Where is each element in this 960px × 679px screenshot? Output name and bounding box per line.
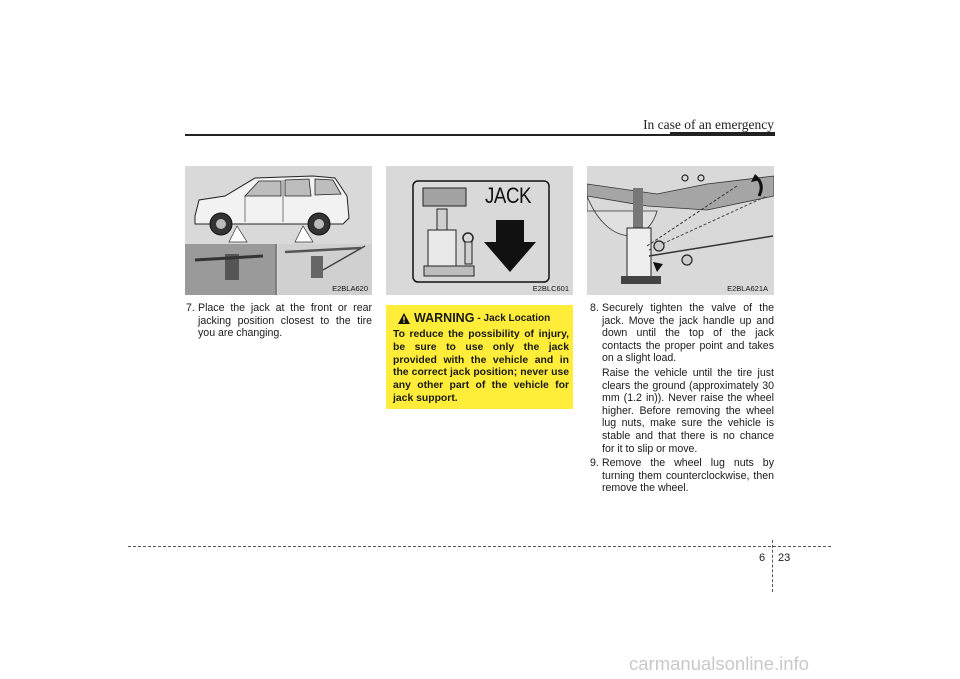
warning-body: To reduce the possibility of injury, be sure to use only the jack provided with the vehicle and in the correct jack position; never use any other part of the vehicle for jack support. <box>393 329 569 404</box>
figure-jack-points <box>185 166 372 295</box>
jack-sign-label: JACK <box>485 183 532 208</box>
left-column <box>186 302 372 340</box>
warning-triangle-icon <box>398 313 410 324</box>
header-rule-accent <box>670 132 775 136</box>
watermark: carmanualsonline.info <box>629 653 809 674</box>
step-number: 7. <box>186 302 195 314</box>
jack-sign-illustration <box>386 166 573 295</box>
jack-operation-illustration <box>587 166 774 295</box>
right-column <box>590 302 774 495</box>
step-text: Remove the wheel lug nuts by turning them counterclockwise, then remove the wheel. <box>602 457 774 495</box>
warning-subtitle: - Jack Location <box>477 312 551 324</box>
step-9 <box>590 457 774 495</box>
warning-box <box>386 305 573 409</box>
figure-code: E2BLC601 <box>532 284 569 293</box>
step-number: 9. <box>590 457 599 470</box>
warning-title: WARNING <box>414 311 475 325</box>
figure-jack-sign <box>386 166 573 295</box>
page-number: 23 <box>778 552 791 564</box>
figure-code: E2BLA620 <box>332 284 368 293</box>
figure-jack-operation <box>587 166 774 295</box>
step-8 <box>590 302 774 365</box>
step-text: Securely tighten the valve of the jack. Move the jack handle up and down until the top of the jack contacts the proper point and takes on a slight load. <box>602 302 774 365</box>
step-number: 8. <box>590 302 599 314</box>
step-7 <box>186 302 372 340</box>
footer-dashed-rule <box>128 546 831 547</box>
warning-header <box>398 311 550 325</box>
step-text: Place the jack at the front or rear jacking position closest to the tire you are changing. <box>198 302 372 340</box>
car-jack-points-illustration <box>185 166 372 295</box>
section-title: In case of an emergency <box>643 117 774 132</box>
step-8-note: Raise the vehicle until the tire just clears the ground (approximately 30 mm (1.2 in)). Never raise the wheel higher. Before removing the wheel lug nuts, make sure the vehicle is stable and that there is no chance for it to slip or move. <box>602 366 774 455</box>
page-number-divider <box>772 540 773 592</box>
chapter-number: 6 <box>759 552 766 564</box>
figure-code: E2BLA621A <box>727 284 768 293</box>
